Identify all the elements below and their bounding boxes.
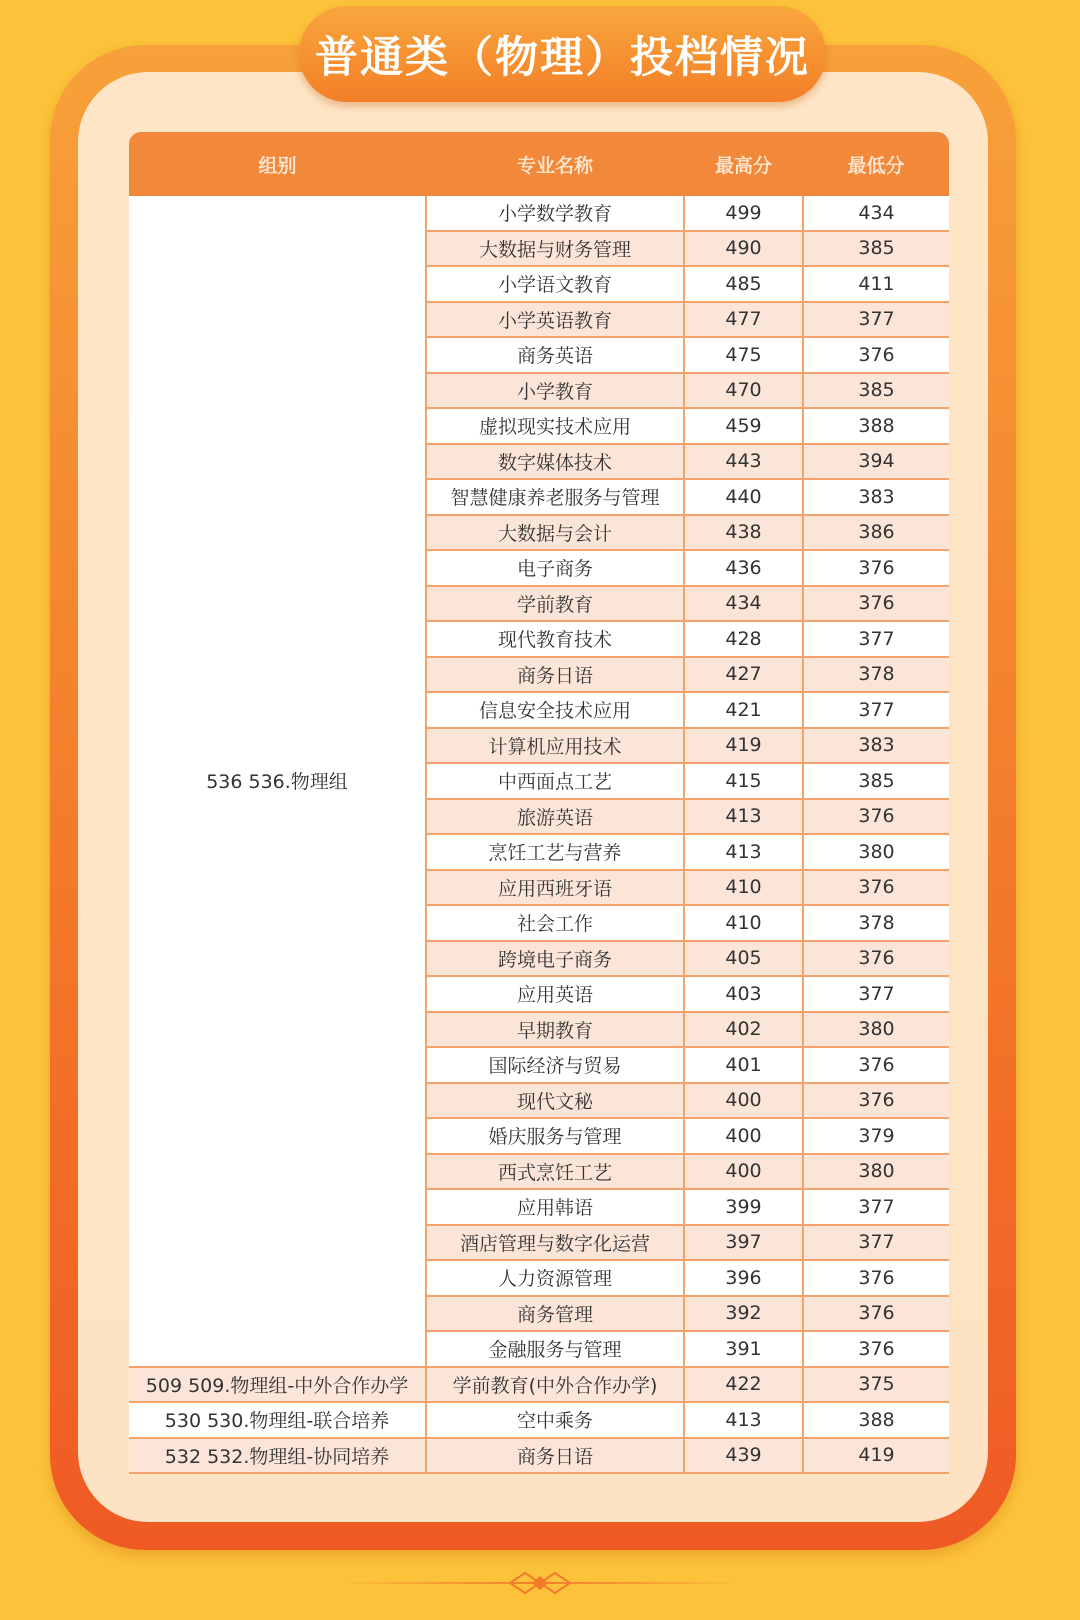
max-score-cell: 427 <box>684 657 803 693</box>
max-score-cell: 402 <box>684 1012 803 1048</box>
min-score-cell: 386 <box>803 515 949 551</box>
min-score-cell: 377 <box>803 976 949 1012</box>
major-cell: 智慧健康养老服务与管理 <box>426 479 684 515</box>
max-score-cell: 490 <box>684 231 803 267</box>
max-score-cell: 422 <box>684 1367 803 1403</box>
min-score-cell: 378 <box>803 905 949 941</box>
max-score-cell: 477 <box>684 302 803 338</box>
major-cell: 电子商务 <box>426 550 684 586</box>
min-score-cell: 376 <box>803 941 949 977</box>
major-cell: 酒店管理与数字化运营 <box>426 1225 684 1261</box>
table-row <box>129 196 949 231</box>
max-score-cell: 403 <box>684 976 803 1012</box>
table-header-row <box>129 132 949 196</box>
max-score-cell: 434 <box>684 586 803 622</box>
min-score-cell: 379 <box>803 1118 949 1154</box>
max-score-cell: 440 <box>684 479 803 515</box>
max-score-cell: 410 <box>684 870 803 906</box>
major-cell: 商务英语 <box>426 337 684 373</box>
min-score-cell: 376 <box>803 870 949 906</box>
major-cell: 旅游英语 <box>426 799 684 835</box>
major-cell: 婚庆服务与管理 <box>426 1118 684 1154</box>
footer-ornament-icon <box>505 1566 575 1600</box>
header-min-score: 最低分 <box>803 132 949 196</box>
table-body <box>129 196 949 1473</box>
major-cell: 现代文秘 <box>426 1083 684 1119</box>
major-cell: 小学教育 <box>426 373 684 409</box>
min-score-cell: 376 <box>803 337 949 373</box>
max-score-cell: 391 <box>684 1331 803 1367</box>
max-score-cell: 485 <box>684 266 803 302</box>
header-major: 专业名称 <box>426 132 684 196</box>
major-cell: 计算机应用技术 <box>426 728 684 764</box>
min-score-cell: 385 <box>803 763 949 799</box>
major-cell: 商务日语 <box>426 657 684 693</box>
max-score-cell: 459 <box>684 408 803 444</box>
max-score-cell: 400 <box>684 1118 803 1154</box>
major-cell: 小学数学教育 <box>426 196 684 231</box>
min-score-cell: 376 <box>803 1047 949 1083</box>
max-score-cell: 415 <box>684 763 803 799</box>
major-cell: 早期教育 <box>426 1012 684 1048</box>
major-cell: 学前教育 <box>426 586 684 622</box>
table-row <box>129 1367 949 1403</box>
major-cell: 社会工作 <box>426 905 684 941</box>
group-cell: 532 532.物理组-协同培养 <box>129 1438 426 1474</box>
min-score-cell: 376 <box>803 550 949 586</box>
min-score-cell: 383 <box>803 479 949 515</box>
min-score-cell: 377 <box>803 692 949 728</box>
max-score-cell: 436 <box>684 550 803 586</box>
max-score-cell: 410 <box>684 905 803 941</box>
min-score-cell: 376 <box>803 586 949 622</box>
max-score-cell: 438 <box>684 515 803 551</box>
min-score-cell: 375 <box>803 1367 949 1403</box>
major-cell: 大数据与会计 <box>426 515 684 551</box>
major-cell: 空中乘务 <box>426 1402 684 1438</box>
min-score-cell: 376 <box>803 1260 949 1296</box>
min-score-cell: 376 <box>803 1296 949 1332</box>
min-score-cell: 388 <box>803 1402 949 1438</box>
max-score-cell: 470 <box>684 373 803 409</box>
header-max-score: 最高分 <box>684 132 803 196</box>
max-score-cell: 413 <box>684 799 803 835</box>
max-score-cell: 419 <box>684 728 803 764</box>
max-score-cell: 475 <box>684 337 803 373</box>
major-cell: 小学语文教育 <box>426 266 684 302</box>
max-score-cell: 428 <box>684 621 803 657</box>
major-cell: 小学英语教育 <box>426 302 684 338</box>
major-cell: 西式烹饪工艺 <box>426 1154 684 1190</box>
max-score-cell: 396 <box>684 1260 803 1296</box>
header-group: 组别 <box>129 132 426 196</box>
major-cell: 现代教育技术 <box>426 621 684 657</box>
major-cell: 应用西班牙语 <box>426 870 684 906</box>
min-score-cell: 376 <box>803 799 949 835</box>
major-cell: 应用韩语 <box>426 1189 684 1225</box>
min-score-cell: 378 <box>803 657 949 693</box>
max-score-cell: 399 <box>684 1189 803 1225</box>
admission-table-wrap <box>129 132 949 1474</box>
major-cell: 数字媒体技术 <box>426 444 684 480</box>
table-row <box>129 1402 949 1438</box>
max-score-cell: 499 <box>684 196 803 231</box>
major-cell: 国际经济与贸易 <box>426 1047 684 1083</box>
min-score-cell: 383 <box>803 728 949 764</box>
min-score-cell: 377 <box>803 302 949 338</box>
max-score-cell: 401 <box>684 1047 803 1083</box>
group-cell: 509 509.物理组-中外合作办学 <box>129 1367 426 1403</box>
group-cell: 530 530.物理组-联合培养 <box>129 1402 426 1438</box>
min-score-cell: 419 <box>803 1438 949 1474</box>
max-score-cell: 421 <box>684 692 803 728</box>
max-score-cell: 439 <box>684 1438 803 1474</box>
major-cell: 中西面点工艺 <box>426 763 684 799</box>
major-cell: 金融服务与管理 <box>426 1331 684 1367</box>
min-score-cell: 377 <box>803 621 949 657</box>
max-score-cell: 392 <box>684 1296 803 1332</box>
major-cell: 应用英语 <box>426 976 684 1012</box>
major-cell: 大数据与财务管理 <box>426 231 684 267</box>
min-score-cell: 385 <box>803 231 949 267</box>
major-cell: 跨境电子商务 <box>426 941 684 977</box>
major-cell: 虚拟现实技术应用 <box>426 408 684 444</box>
min-score-cell: 385 <box>803 373 949 409</box>
max-score-cell: 397 <box>684 1225 803 1261</box>
major-cell: 商务日语 <box>426 1438 684 1474</box>
major-cell: 学前教育(中外合作办学) <box>426 1367 684 1403</box>
max-score-cell: 405 <box>684 941 803 977</box>
min-score-cell: 380 <box>803 1012 949 1048</box>
min-score-cell: 411 <box>803 266 949 302</box>
min-score-cell: 376 <box>803 1083 949 1119</box>
table-row <box>129 1438 949 1474</box>
admission-table <box>129 132 949 1474</box>
major-cell: 人力资源管理 <box>426 1260 684 1296</box>
max-score-cell: 413 <box>684 1402 803 1438</box>
min-score-cell: 394 <box>803 444 949 480</box>
major-cell: 信息安全技术应用 <box>426 692 684 728</box>
major-cell: 商务管理 <box>426 1296 684 1332</box>
min-score-cell: 380 <box>803 1154 949 1190</box>
min-score-cell: 388 <box>803 408 949 444</box>
min-score-cell: 434 <box>803 196 949 231</box>
min-score-cell: 376 <box>803 1331 949 1367</box>
max-score-cell: 400 <box>684 1083 803 1119</box>
page-title: 普通类（物理）投档情况 <box>299 6 826 102</box>
min-score-cell: 377 <box>803 1189 949 1225</box>
major-cell: 烹饪工艺与营养 <box>426 834 684 870</box>
max-score-cell: 400 <box>684 1154 803 1190</box>
max-score-cell: 413 <box>684 834 803 870</box>
min-score-cell: 377 <box>803 1225 949 1261</box>
max-score-cell: 443 <box>684 444 803 480</box>
min-score-cell: 380 <box>803 834 949 870</box>
group-cell-main: 536 536.物理组 <box>129 196 426 1367</box>
